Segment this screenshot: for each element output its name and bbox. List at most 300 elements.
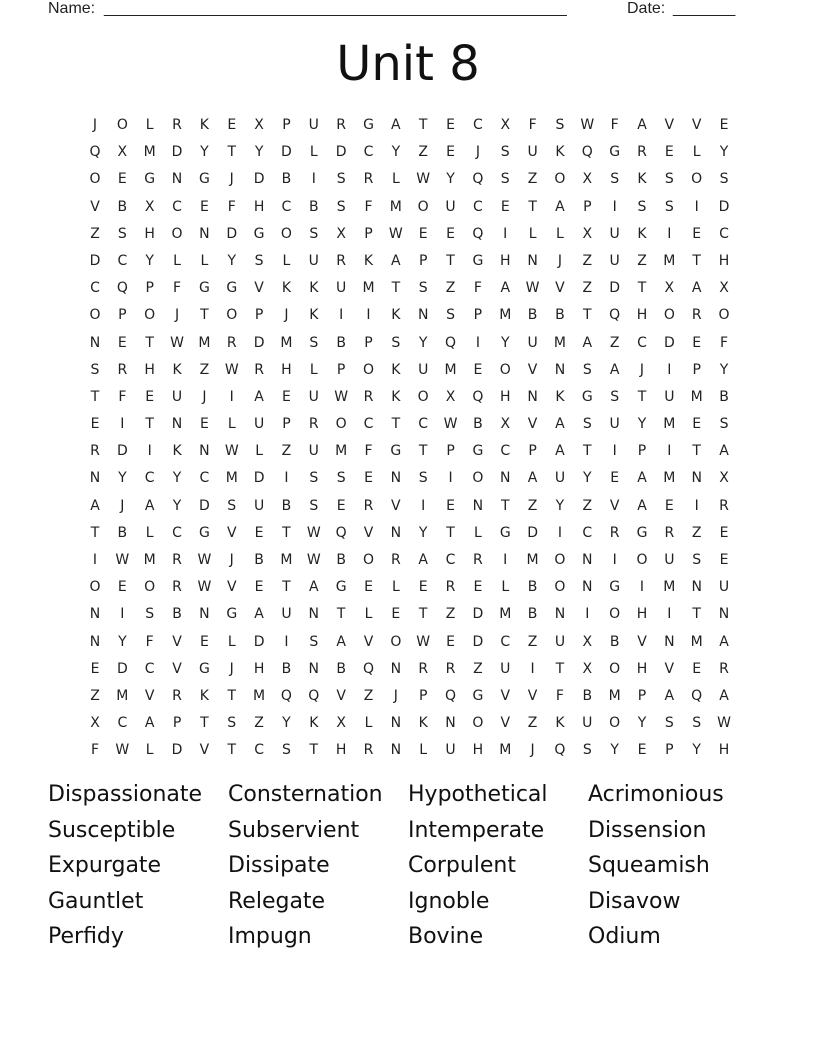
- grid-letter: W: [416, 633, 431, 650]
- grid-letter: X: [117, 144, 128, 161]
- word-list-item: Corpulent: [408, 853, 516, 878]
- grid-letter: Z: [90, 687, 100, 704]
- grid-letter: C: [90, 280, 100, 297]
- grid-letter: A: [391, 117, 401, 133]
- grid-letter: R: [90, 443, 100, 460]
- grid-letter: P: [282, 416, 291, 433]
- grid-letter: B: [555, 307, 565, 324]
- grid-letter: S: [336, 198, 346, 215]
- grid-letter: M: [143, 144, 156, 161]
- grid-letter: A: [719, 633, 729, 650]
- grid-letter: C: [445, 552, 456, 568]
- grid-letter: Y: [282, 715, 291, 732]
- grid-letter: N: [390, 715, 402, 732]
- grid-letter: B: [582, 687, 593, 704]
- grid-letter: V: [527, 361, 538, 378]
- grid-letter: O: [417, 388, 429, 405]
- grid-letter: A: [637, 470, 647, 487]
- grid-letter: C: [172, 524, 182, 541]
- grid-letter: R: [719, 497, 729, 514]
- grid-letter: M: [198, 334, 211, 351]
- grid-letter: U: [554, 633, 566, 650]
- grid-letter: E: [692, 225, 702, 242]
- word-list-item: Bovine: [408, 924, 484, 949]
- grid-letter: G: [226, 280, 238, 297]
- grid-letter: X: [90, 715, 100, 732]
- grid-letter: A: [500, 280, 511, 297]
- grid-letter: U: [718, 579, 730, 596]
- grid-letter: W: [388, 225, 403, 242]
- grid-letter: R: [363, 497, 374, 514]
- grid-letter: M: [253, 687, 266, 704]
- grid-letter: E: [227, 117, 237, 133]
- grid-letter: V: [555, 280, 565, 297]
- grid-letter: T: [555, 660, 565, 677]
- grid-letter: O: [609, 606, 621, 623]
- grid-letter: I: [667, 443, 672, 460]
- grid-letter: C: [418, 416, 429, 433]
- grid-letter: Q: [89, 144, 101, 161]
- grid-letter: S: [664, 198, 674, 215]
- grid-letter: Q: [308, 687, 320, 704]
- grid-letter: F: [118, 388, 127, 405]
- grid-letter: Y: [719, 361, 729, 378]
- grid-letter: H: [281, 361, 292, 378]
- grid-letter: I: [229, 388, 234, 405]
- grid-letter: T: [282, 524, 291, 541]
- grid-letter: H: [636, 606, 648, 623]
- grid-letter: R: [336, 117, 346, 133]
- grid-letter: H: [335, 742, 347, 759]
- grid-letter: I: [120, 416, 125, 433]
- grid-letter: J: [557, 252, 562, 269]
- grid-letter: W: [717, 715, 731, 732]
- grid-letter: E: [418, 579, 428, 596]
- grid-letter: P: [583, 198, 592, 215]
- grid-letter: L: [364, 606, 373, 623]
- grid-letter: Y: [118, 633, 127, 650]
- grid-letter: P: [446, 443, 455, 460]
- grid-letter: Z: [527, 497, 538, 514]
- grid-letter: M: [335, 443, 348, 460]
- grid-letter: C: [117, 715, 128, 732]
- grid-letter: T: [200, 715, 209, 732]
- grid-letter: L: [692, 144, 701, 161]
- grid-letter: Z: [199, 361, 210, 378]
- grid-letter: A: [144, 715, 155, 732]
- grid-letter: R: [308, 416, 319, 433]
- grid-letter: L: [200, 252, 209, 269]
- grid-letter: L: [145, 117, 154, 133]
- grid-letter: G: [581, 388, 593, 405]
- grid-letter: R: [363, 742, 374, 759]
- grid-letter: O: [554, 579, 566, 596]
- grid-letter: V: [144, 687, 155, 704]
- grid-letter: L: [419, 742, 428, 759]
- grid-letter: C: [117, 252, 128, 269]
- grid-letter: D: [253, 171, 265, 188]
- grid-letter: M: [499, 742, 512, 759]
- grid-letter: O: [335, 416, 347, 433]
- grid-letter: F: [145, 633, 154, 650]
- grid-letter: M: [663, 252, 676, 269]
- grid-letter: C: [500, 443, 511, 460]
- grid-letter: I: [694, 198, 699, 215]
- grid-letter: B: [117, 524, 128, 541]
- grid-letter: R: [336, 252, 346, 269]
- grid-letter: H: [472, 742, 484, 759]
- grid-letter: T: [90, 524, 100, 541]
- grid-letter: N: [691, 470, 702, 487]
- grid-letter: N: [390, 660, 402, 677]
- grid-letter: U: [500, 660, 511, 677]
- grid-letter: A: [691, 280, 702, 297]
- grid-row: [80, 302, 740, 329]
- grid-letter: O: [144, 307, 156, 324]
- grid-letter: A: [637, 117, 647, 133]
- grid-letter: K: [309, 280, 319, 297]
- grid-letter: Y: [446, 171, 455, 188]
- grid-letter: R: [172, 687, 182, 704]
- grid-letter: E: [364, 470, 373, 487]
- grid-letter: C: [473, 198, 483, 215]
- grid-letter: V: [664, 660, 675, 677]
- grid-letter: E: [473, 579, 483, 596]
- grid-letter: S: [664, 171, 674, 188]
- grid-letter: T: [637, 388, 647, 405]
- grid-letter: Y: [610, 742, 619, 759]
- grid-letter: B: [254, 552, 264, 568]
- grid-letter: U: [445, 198, 456, 215]
- grid-letter: U: [308, 443, 319, 460]
- grid-letter: D: [472, 606, 484, 623]
- grid-letter: J: [229, 552, 234, 568]
- grid-letter: T: [391, 280, 401, 297]
- grid-row: [80, 574, 740, 601]
- grid-letter: E: [692, 416, 702, 433]
- grid-letter: U: [609, 225, 620, 242]
- grid-letter: U: [527, 334, 538, 351]
- grid-letter: Y: [391, 144, 401, 161]
- grid-letter: E: [254, 524, 264, 541]
- grid-row: [80, 465, 740, 492]
- grid-letter: S: [446, 307, 455, 324]
- grid-letter: T: [692, 252, 701, 269]
- grid-letter: I: [667, 361, 672, 378]
- grid-letter: E: [336, 497, 346, 514]
- grid-letter: E: [418, 225, 428, 242]
- grid-letter: M: [362, 280, 375, 297]
- grid-letter: N: [527, 252, 538, 269]
- grid-letter: O: [390, 633, 402, 650]
- grid-letter: E: [719, 552, 729, 568]
- grid-letter: F: [364, 443, 373, 460]
- word-list-item: Squeamish: [588, 853, 710, 878]
- grid-letter: T: [446, 524, 455, 541]
- grid-letter: K: [555, 388, 565, 405]
- grid-letter: K: [199, 687, 209, 704]
- grid-letter: V: [172, 660, 182, 677]
- grid-letter: J: [393, 687, 398, 704]
- grid-letter: X: [336, 715, 346, 732]
- grid-letter: K: [637, 225, 647, 242]
- grid-letter: U: [281, 606, 292, 623]
- grid-letter: K: [418, 715, 428, 732]
- grid-letter: P: [665, 742, 674, 759]
- grid-letter: O: [144, 579, 156, 596]
- grid-letter: B: [336, 660, 346, 677]
- grid-letter: E: [117, 334, 127, 351]
- grid-letter: T: [692, 606, 701, 623]
- grid-letter: N: [554, 361, 566, 378]
- grid-letter: A: [254, 606, 264, 623]
- grid-letter: E: [90, 416, 100, 433]
- grid-letter: Z: [582, 280, 593, 297]
- grid-letter: M: [663, 416, 676, 433]
- grid-letter: F: [528, 117, 537, 133]
- grid-letter: E: [117, 579, 127, 596]
- grid-letter: F: [473, 280, 482, 297]
- grid-row: [80, 139, 740, 166]
- grid-letter: H: [253, 660, 265, 677]
- grid-letter: U: [664, 388, 675, 405]
- grid-letter: S: [500, 171, 510, 188]
- header-line: [48, 0, 748, 20]
- word-list-item: Expurgate: [48, 853, 162, 878]
- grid-letter: I: [530, 660, 535, 677]
- grid-letter: E: [610, 470, 620, 487]
- grid-letter: E: [446, 497, 455, 514]
- grid-letter: J: [120, 497, 125, 514]
- grid-letter: D: [253, 633, 265, 650]
- grid-letter: H: [636, 307, 648, 324]
- grid-letter: N: [582, 552, 593, 568]
- grid-letter: M: [499, 307, 512, 324]
- grid-row: [80, 330, 740, 357]
- grid-letter: N: [527, 388, 538, 405]
- grid-row: [80, 520, 740, 547]
- grid-letter: I: [92, 552, 98, 568]
- grid-letter: V: [90, 198, 100, 215]
- grid-letter: B: [527, 579, 538, 596]
- grid-letter: S: [637, 198, 647, 215]
- grid-letter: R: [719, 660, 729, 677]
- grid-letter: Y: [172, 497, 182, 514]
- grid-letter: W: [197, 552, 212, 568]
- grid-letter: V: [500, 687, 511, 704]
- grid-letter: N: [199, 443, 210, 460]
- grid-letter: V: [637, 633, 647, 650]
- grid-letter: Y: [227, 252, 237, 269]
- grid-letter: N: [554, 606, 566, 623]
- grid-letter: Y: [418, 334, 428, 351]
- grid-letter: Y: [118, 470, 127, 487]
- grid-letter: B: [281, 497, 292, 514]
- grid-letter: K: [363, 252, 374, 269]
- grid-letter: J: [530, 742, 535, 759]
- grid-letter: N: [199, 225, 210, 242]
- grid-letter: T: [90, 388, 100, 405]
- grid-letter: N: [472, 497, 484, 514]
- grid-letter: Y: [254, 144, 264, 161]
- grid-letter: S: [582, 742, 592, 759]
- grid-letter: V: [527, 687, 538, 704]
- grid-letter: T: [227, 144, 237, 161]
- grid-letter: S: [254, 252, 264, 269]
- grid-row: [80, 737, 740, 764]
- grid-letter: D: [609, 280, 621, 297]
- grid-letter: D: [226, 225, 238, 242]
- grid-letter: X: [500, 117, 511, 133]
- word-list-item: Gauntlet: [48, 888, 144, 914]
- grid-letter: F: [555, 687, 564, 704]
- grid-letter: B: [527, 307, 538, 324]
- grid-letter: P: [364, 334, 373, 351]
- grid-letter: H: [718, 252, 730, 269]
- grid-letter: H: [499, 388, 511, 405]
- grid-letter: L: [227, 633, 236, 650]
- grid-letter: U: [418, 361, 429, 378]
- grid-letter: M: [526, 552, 539, 568]
- grid-letter: I: [284, 633, 289, 650]
- grid-letter: K: [391, 361, 401, 378]
- word-list-item: Disavow: [588, 888, 681, 914]
- word-list-item: Dispassionate: [48, 782, 203, 807]
- grid-letter: Q: [472, 388, 484, 405]
- grid-letter: B: [117, 198, 128, 215]
- grid-letter: G: [609, 144, 621, 161]
- grid-letter: S: [309, 497, 319, 514]
- grid-letter: T: [282, 579, 291, 596]
- grid-letter: Z: [582, 252, 593, 269]
- grid-letter: W: [443, 416, 458, 433]
- grid-letter: N: [417, 307, 429, 324]
- grid-letter: T: [145, 416, 154, 433]
- grid-letter: R: [172, 117, 182, 133]
- grid-letter: W: [170, 334, 184, 351]
- grid-letter: W: [224, 443, 239, 460]
- grid-letter: T: [583, 443, 592, 460]
- grid-letter: N: [308, 606, 320, 623]
- word-list-item: Subservient: [228, 817, 360, 843]
- grid-letter: O: [116, 117, 128, 133]
- grid-letter: E: [199, 198, 209, 215]
- word-list-item: Dissipate: [228, 853, 330, 878]
- grid-letter: X: [719, 470, 729, 487]
- grid-letter: S: [418, 470, 428, 487]
- grid-row: [80, 547, 740, 574]
- grid-letter: Y: [637, 715, 647, 732]
- grid-letter: A: [719, 443, 729, 460]
- grid-letter: V: [363, 524, 374, 541]
- grid-letter: P: [364, 225, 373, 242]
- grid-letter: B: [281, 171, 292, 188]
- grid-letter: Z: [418, 144, 428, 161]
- grid-letter: H: [636, 660, 648, 677]
- date-blank-line: _______: [673, 0, 736, 17]
- grid-letter: I: [585, 606, 590, 623]
- grid-letter: B: [281, 660, 292, 677]
- grid-letter: Z: [527, 715, 538, 732]
- grid-letter: I: [667, 606, 672, 623]
- grid-letter: L: [173, 252, 181, 269]
- grid-letter: Q: [362, 660, 375, 677]
- grid-letter: N: [390, 742, 402, 759]
- grid-letter: Q: [472, 171, 484, 188]
- grid-row: [80, 493, 740, 520]
- grid-letter: C: [500, 633, 511, 650]
- grid-letter: P: [336, 361, 346, 378]
- grid-row: [80, 411, 740, 438]
- grid-letter: V: [199, 742, 210, 759]
- grid-letter: N: [89, 470, 101, 487]
- grid-letter: Y: [637, 416, 647, 433]
- word-list-item: Relegate: [228, 888, 326, 914]
- grid-letter: S: [692, 715, 702, 732]
- grid-letter: L: [255, 443, 263, 460]
- grid-letter: H: [718, 742, 730, 759]
- grid-letter: Q: [280, 687, 292, 704]
- grid-letter: L: [309, 144, 318, 161]
- grid-letter: C: [172, 198, 182, 215]
- grid-letter: S: [555, 117, 565, 133]
- word-list-item: Dissension: [588, 817, 707, 843]
- grid-letter: H: [144, 361, 155, 378]
- grid-letter: E: [446, 225, 455, 242]
- name-label: Name:: [48, 0, 96, 17]
- grid-letter: X: [582, 171, 593, 188]
- grid-letter: D: [718, 198, 730, 215]
- grid-letter: I: [339, 307, 344, 324]
- grid-letter: Z: [691, 524, 702, 541]
- grid-letter: G: [363, 117, 374, 133]
- grid-letter: E: [254, 579, 264, 596]
- word-list-item: Odium: [588, 924, 661, 949]
- grid-letter: J: [229, 660, 234, 677]
- grid-letter: T: [418, 117, 428, 133]
- grid-letter: U: [609, 416, 620, 433]
- grid-letter: N: [390, 470, 402, 487]
- grid-letter: V: [226, 524, 237, 541]
- name-blank-line: ____________________________________________________: [104, 0, 567, 17]
- grid-letter: L: [145, 742, 154, 759]
- grid-letter: O: [663, 307, 675, 324]
- grid-letter: S: [692, 552, 702, 568]
- grid-letter: N: [308, 660, 320, 677]
- grid-letter: E: [692, 660, 702, 677]
- grid-letter: E: [199, 633, 209, 650]
- grid-letter: M: [663, 470, 676, 487]
- grid-letter: K: [391, 307, 401, 324]
- grid-letter: X: [445, 388, 456, 405]
- grid-letter: H: [144, 225, 155, 242]
- grid-letter: V: [527, 416, 538, 433]
- grid-letter: O: [89, 579, 101, 596]
- grid-letter: L: [145, 524, 154, 541]
- grid-letter: K: [309, 715, 319, 732]
- grid-letter: R: [117, 361, 128, 378]
- grid-letter: F: [720, 334, 729, 351]
- grid-letter: W: [197, 579, 212, 596]
- grid-letter: I: [421, 497, 426, 514]
- grid-letter: B: [336, 334, 346, 351]
- word-list-item: Ignoble: [408, 888, 490, 914]
- grid-letter: I: [475, 334, 480, 351]
- grid-letter: T: [446, 252, 455, 269]
- grid-letter: G: [198, 524, 210, 541]
- grid-letter: S: [90, 361, 100, 378]
- grid-letter: R: [445, 579, 456, 596]
